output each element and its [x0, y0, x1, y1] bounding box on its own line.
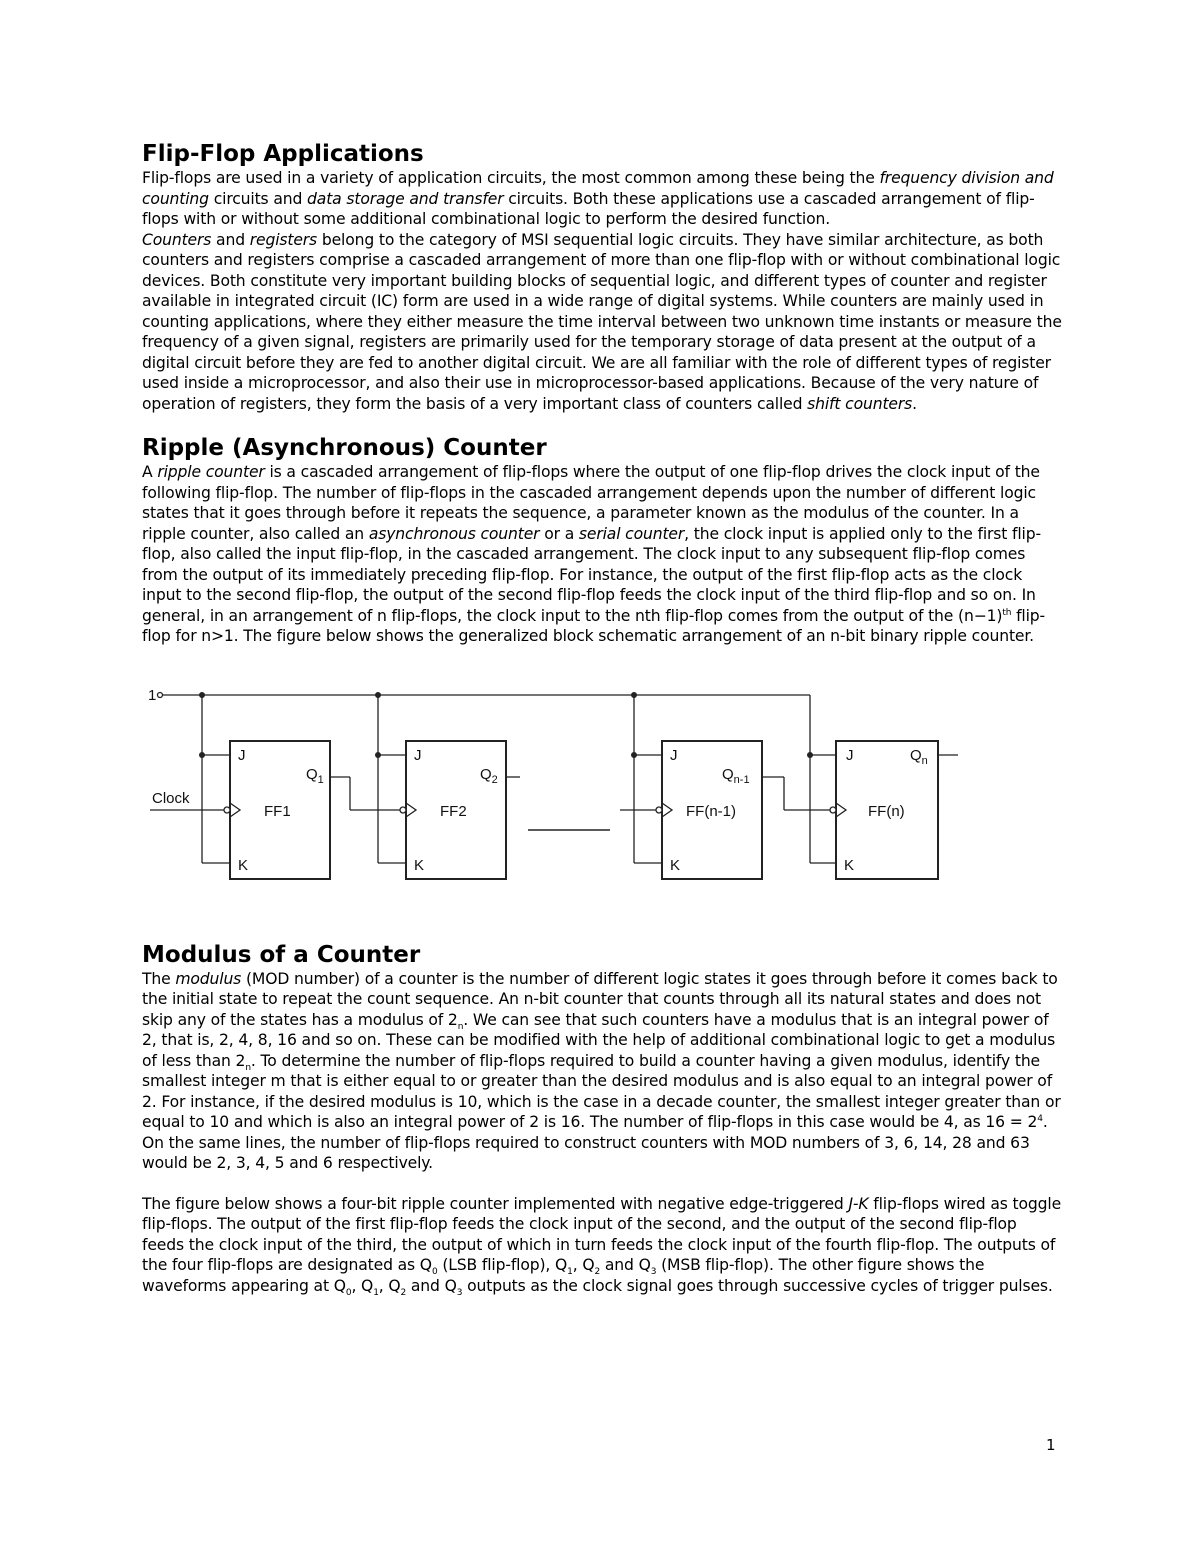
ffn-k-label: K [844, 856, 855, 874]
text-run: (MOD number) of a counter is the number of different logic states it goes through before it comes back to the initial state to repeat the count sequence. An n-bit counter that counts through all its natural states and does not skip any of the states has a modulus of 2 [142, 969, 1058, 1029]
text-run: circuits. Both these applications use a cascaded arrangement of flip-flops with or without some additional combinational logic to perform the desired function. [142, 189, 1035, 228]
text-run: J-K [848, 1194, 869, 1213]
ff1-j-label: J [238, 746, 246, 764]
text-run: belong to the category of MSI sequential logic circuits. They have similar architecture, as both counters and registers comprise a cascaded arrangement of more than one flip-flop with or without combinational logic devices. Both constitute very important building blocks of sequential logic, and different types of counter and register available in integrated circuit (IC) form are used in a wide range of digital systems. While counters are mainly used in counting applications, where they either measure the time interval between two unknown time instants or measure the frequency of a given signal, registers are primarily used for the temporary storage of data present at the output of a digital circuit before they are fed to another digital circuit. We are all familiar with the role of different types of register used inside a microprocessor, and also their use in microprocessor-based applications. Because of the very nature of operation of registers, they form the basis of a very important class of counters called [142, 230, 1062, 413]
text-run: registers [249, 230, 318, 249]
paragraph-flipflop-apps-1 [142, 168, 1062, 230]
text-run: 2 [594, 1267, 601, 1278]
text-run: and Q [600, 1256, 651, 1274]
ff2-q-label: $Q_2$ [480, 765, 498, 786]
text-run: The figure below shows a four-bit ripple counter implemented with negative edge-triggered [142, 1194, 849, 1213]
text-run: 0 [345, 1287, 352, 1298]
ff2-name: FF2 [440, 802, 467, 820]
text-run: circuits and [208, 189, 308, 208]
text-run: and [211, 230, 250, 249]
ff1-q-label: $Q_1$ [306, 765, 324, 786]
text-run: 0 [431, 1267, 438, 1278]
text-run: is a cascaded arrangement of flip-flops where the output of one flip-flop drives the clock input of the following flip-flop. The number of flip-flops in the cascaded arrangement depends upon the number of different logic states that it goes through before it repeats the sequence, a parameter known as the modulus of the counter. In a ripple counter, also called an [142, 463, 1040, 543]
text-run: data storage and transfer [307, 189, 504, 208]
text-run: 2 [400, 1287, 407, 1298]
text-run: 1 [567, 1267, 573, 1278]
text-run: Counters [142, 230, 212, 249]
text-run: or a [539, 524, 579, 543]
paragraph-flipflop-apps-2 [142, 230, 1062, 415]
ffn-q-label: $Q_n$ [910, 746, 928, 767]
text-run: 3 [650, 1267, 657, 1278]
text-run: shift counters [807, 394, 913, 413]
ffn1-j-label: J [670, 746, 678, 764]
text-run: and Q [406, 1276, 457, 1295]
ffn-j-label: J [846, 746, 854, 764]
ff1-k-label: K [238, 856, 249, 874]
text-run: outputs as the clock signal goes through successive cycles of trigger pulses. [462, 1276, 1053, 1295]
text-run: asynchronous counter [368, 524, 540, 543]
text-run: flip-flop for n>1. The figure below shows the generalized block schematic arrangement of an n-bit binary ripple counter. [142, 606, 1046, 645]
page-content [142, 140, 1062, 1296]
text-run: th [1002, 607, 1012, 618]
heading-ripple-counter: Ripple (Asynchronous) Counter [142, 435, 547, 461]
text-run: ripple counter [157, 463, 265, 481]
text-run: 3 [456, 1287, 463, 1298]
text-run: frequency division and counting [142, 169, 1054, 208]
page-number: 1 [1046, 1436, 1056, 1454]
ffn1-q-label: $Q_{n-1}$ [722, 765, 750, 786]
text-run: , Q [572, 1256, 595, 1274]
text-run: , the clock input is applied only to the first flip-flop, also called the input flip-flop, in the cascaded arrangement. The clock input to any subsequent flip-flop comes from the output of its immediately preceding flip-flop. For instance, the output of the first flip-flop acts as the clock input to the second flip-flop, the output of the second flip-flop feeds the clock input of the third flip-flop and so on. In general, in an arrangement of n flip-flops, the clock input to the nth flip-flop comes from the output of the (n−1) [142, 524, 1041, 625]
text-run: n [245, 1062, 251, 1073]
input-one-label: 1 [148, 686, 157, 704]
ff2-k-label: K [414, 856, 425, 874]
text-run: The [142, 969, 176, 988]
text-run: Flip-flops are used in a variety of application circuits, the most common among these being the [142, 169, 880, 187]
text-run: . On the same lines, the number of flip-flops required to construct counters with MOD numbers of 3, 6, 14, 28 and 63 would be 2, 3, 4, 5 and 6 respectively. [142, 1113, 1048, 1172]
text-run: A [142, 463, 158, 481]
ff2-j-label: J [414, 746, 422, 764]
text-run: . To determine the number of flip-flops required to build a counter having a given modulus, identify the smallest integer m that is either equal to or greater than the desired modulus and is also equal to an integral power of 2. For instance, if the desired modulus is 10, which is the case in a decade counter, the smallest integer greater than or equal to 10 and which is also an integral power of 2 is 16. The number of flip-flops in this case would be 4, as 16 = 2 [142, 1051, 1061, 1131]
heading-modulus: Modulus of a Counter [142, 941, 421, 968]
paragraph-modulus-1 [142, 969, 1062, 1174]
ffn1-name: FF(n-1) [686, 802, 736, 820]
text-run: 1 [373, 1287, 379, 1298]
schematic-svg [140, 673, 980, 893]
ffn1-k-label: K [670, 856, 681, 874]
text-run: . We can see that such counters have a modulus that is an integral power of 2, that is, 2, 4, 8, 16 and so on. These can be modified with the help of additional combinational logic to get a modulus of less than 2 [142, 1010, 1056, 1070]
text-run: (MSB flip-flop). The other figure shows the waveforms appearing at Q [142, 1256, 985, 1295]
text-run: 4 [1037, 1113, 1043, 1124]
text-run: , Q [351, 1276, 374, 1295]
text-run: (LSB flip-flop), Q [437, 1256, 568, 1274]
ffn-name: FF(n) [868, 802, 905, 820]
text-run: modulus [175, 969, 242, 988]
text-run: , Q [378, 1276, 401, 1295]
text-run: . [912, 394, 917, 413]
clock-label: Clock [152, 789, 190, 807]
paragraph-ripple-1 [142, 462, 1062, 647]
ripple-counter-schematic [142, 673, 1062, 893]
text-run: n [457, 1021, 464, 1032]
heading-flipflop-applications: Flip-Flop Applications [142, 141, 424, 167]
text-run: serial counter [578, 524, 685, 543]
paragraph-modulus-2 [142, 1194, 1062, 1297]
text-run: flip-flops wired as toggle flip-flops. The output of the first flip-flop feeds the clock input of the second, and the output of the second flip-flop feeds the clock input of the third, the output of which in turn feeds the clock input of the fourth flip-flop. The outputs of the four flip-flops are designated as Q [142, 1194, 1062, 1274]
ff1-name: FF1 [264, 802, 291, 820]
